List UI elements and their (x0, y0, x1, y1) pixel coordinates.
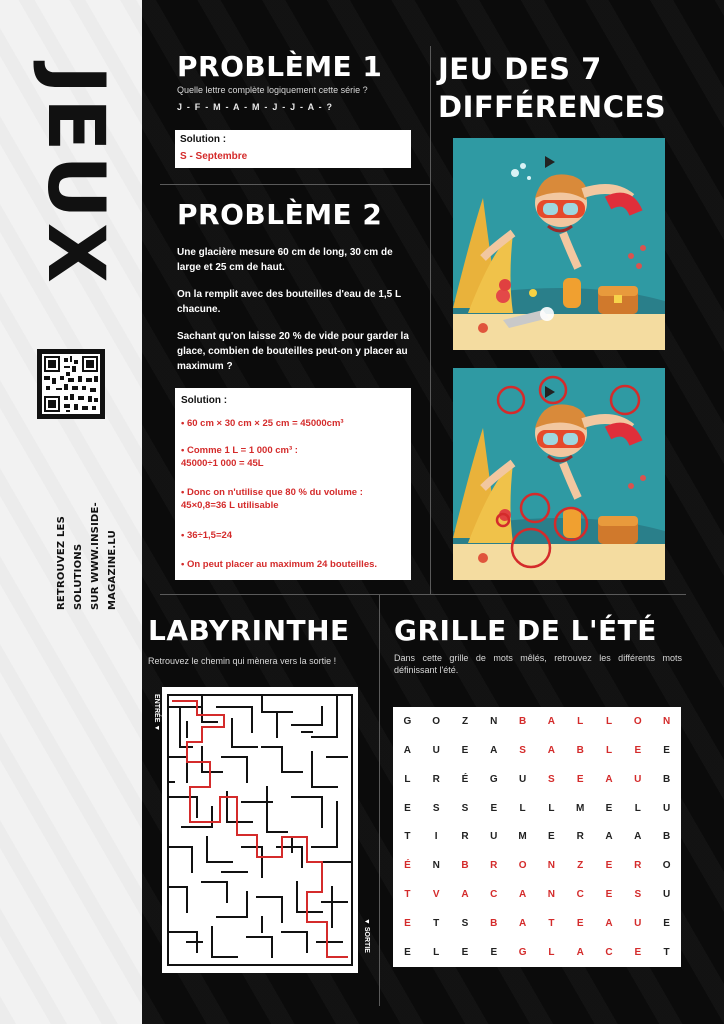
grid-cell[interactable]: N (490, 715, 498, 727)
grid-cell[interactable]: U (432, 744, 440, 756)
problem1-question: Quelle lettre complète logiquement cette série ? (177, 85, 368, 95)
grid-cell[interactable]: Z (461, 715, 469, 727)
differences-image-modified (453, 368, 665, 580)
divider-problem (160, 184, 430, 185)
qr-code-graphic (42, 354, 100, 414)
grid-cell[interactable]: A (547, 715, 555, 727)
grid-cell[interactable]: E (576, 773, 584, 785)
solutions-note (53, 460, 118, 610)
problem2-title: PROBLÈME 2 (177, 198, 383, 231)
grid-cell[interactable]: U (490, 831, 498, 843)
grid-cell[interactable]: O (633, 715, 642, 727)
grid-cell[interactable]: T (663, 947, 670, 959)
grid-cell[interactable]: B (576, 744, 584, 756)
maze-exit-text: ▼ SORTIE (363, 918, 370, 953)
grid-cell[interactable]: E (634, 947, 642, 959)
grid-cell[interactable]: L (404, 773, 411, 785)
qr-code-icon[interactable] (37, 349, 105, 419)
maze-exit-label (358, 918, 370, 964)
maze-graphic (162, 687, 358, 973)
problem1-solution-text: S - Septembre (180, 151, 248, 162)
grid-cell[interactable]: L (548, 947, 555, 959)
maze[interactable] (162, 687, 358, 973)
word-search-grid[interactable] (393, 707, 681, 967)
solutions-note-text (53, 460, 121, 610)
grid-cell[interactable]: E (490, 802, 498, 814)
grid-cell[interactable]: A (403, 744, 412, 756)
problem2-paragraph-1: Une glacière mesure 60 cm de long, 30 cm de large et 25 cm de haut. (177, 247, 393, 273)
grid-cell[interactable]: A (518, 889, 527, 901)
diver-scene-original (453, 138, 665, 350)
grid-cell[interactable]: U (518, 773, 527, 785)
grid-cell[interactable]: E (605, 889, 613, 901)
grid-cell[interactable]: L (605, 744, 613, 756)
grid-cell[interactable]: L (577, 715, 584, 727)
problem2-solution-box (175, 388, 411, 580)
grid-cell[interactable]: S (548, 773, 555, 785)
grid-cell[interactable]: V (432, 889, 440, 901)
differences-title-line-2: DIFFÉRENCES (438, 90, 667, 124)
problem2-solution-step-3: • Donc on n'utilise que 80 % du volume : (181, 487, 363, 498)
grid-cell[interactable]: A (547, 744, 555, 756)
grid-cell[interactable]: G (489, 773, 498, 785)
grid-cell[interactable]: E (605, 860, 613, 872)
grid-cell[interactable]: E (461, 947, 469, 959)
divider-vertical-bottom (379, 594, 380, 1006)
grid-cell[interactable]: É (461, 773, 469, 785)
problem1-title: PROBLÈME 1 (177, 50, 383, 83)
maze-entrance-label (148, 694, 160, 740)
labyrinthe-subtitle: Retrouvez le chemin qui mènera vers la sortie ! (148, 656, 337, 666)
grid-cell[interactable]: L (519, 802, 526, 814)
grid-cell[interactable]: M (576, 802, 585, 814)
solutions-link[interactable]: SUR WWW.INSIDE-MAGAZINE.LU (90, 502, 118, 610)
grid-cell[interactable]: L (433, 947, 440, 959)
grid-cell[interactable]: E (548, 831, 555, 843)
grid-cell[interactable]: S (461, 802, 469, 814)
differences-title-line-1: JEU DES 7 (438, 52, 602, 86)
grid-cell[interactable]: N (662, 715, 671, 727)
sidebar-title-wrap (30, 40, 120, 312)
grid-cell[interactable]: R (461, 831, 469, 843)
problem2-statement (177, 245, 409, 386)
problem2-paragraph-2: On la remplit avec des bouteilles d'eau de 1,5 L chacune. (177, 289, 401, 315)
problem2-solution-step-4: • 36÷1,5=24 (181, 530, 233, 541)
grid-cell[interactable]: E (404, 918, 411, 930)
grid-cell[interactable]: U (634, 773, 642, 785)
solutions-line-1: RETROUVEZ LES SOLUTIONS (56, 516, 84, 610)
grid-cell[interactable]: B (490, 918, 498, 930)
grille-title: GRILLE DE L'ÉTÉ (394, 614, 657, 647)
grid-cell[interactable]: C (576, 889, 584, 901)
grid-cell[interactable]: G (518, 947, 527, 959)
grid-cell[interactable]: L (548, 802, 555, 814)
problem2-solution-step-2b: 45000÷1 000 = 45L (181, 458, 264, 469)
differences-title (438, 50, 666, 126)
grid-cell[interactable]: I (434, 831, 438, 843)
sidebar (0, 0, 142, 1024)
grid-cell[interactable]: G (403, 715, 412, 727)
grid-cell[interactable]: S (461, 918, 469, 930)
problem2-solution-label: Solution : (181, 395, 228, 406)
grid-cell[interactable]: B (662, 831, 671, 843)
grid-cell[interactable]: O (662, 860, 671, 872)
grid-cell[interactable]: S (634, 889, 642, 901)
grid-cell[interactable]: U (662, 802, 671, 814)
grid-cell[interactable]: B (662, 773, 671, 785)
divider-horizontal (160, 594, 686, 595)
grid-cell[interactable]: A (490, 744, 498, 756)
grid-cell[interactable]: E (634, 744, 642, 756)
grid-cell[interactable]: A (605, 831, 613, 843)
diver-scene-modified (453, 368, 665, 580)
grid-cell[interactable]: L (634, 802, 641, 814)
grid-cell[interactable]: N (547, 860, 555, 872)
grid-cell[interactable]: A (518, 918, 527, 930)
grid-cell[interactable]: B (461, 860, 469, 872)
sidebar-title: JEUX (30, 65, 120, 287)
grid-cell[interactable]: A (605, 773, 613, 785)
grid-cell[interactable]: T (433, 918, 440, 930)
maze-entrance-text: ENTRÉE ▼ (153, 694, 160, 732)
grid-cell[interactable]: A (605, 918, 613, 930)
grid-cell[interactable]: A (634, 831, 642, 843)
grid-cell[interactable]: C (605, 947, 613, 959)
labyrinthe-title: LABYRINTHE (148, 614, 350, 647)
grid-cell[interactable]: C (490, 889, 498, 901)
grid-cell[interactable]: M (518, 831, 527, 843)
grid-cell[interactable]: B (518, 715, 527, 727)
problem2-solution-step-3b: 45×0,8=36 L utilisable (181, 500, 279, 511)
problem1-solution-box (175, 130, 411, 168)
grid-cell[interactable]: A (576, 947, 584, 959)
grille-intro: Dans cette grille de mots mêlés, retrouvez les différents mots définissant l'été. (394, 653, 682, 675)
grid-cell[interactable]: E (461, 744, 469, 756)
grid-cell[interactable]: R (634, 860, 642, 872)
grid-cell[interactable]: N (547, 889, 555, 901)
grid-cell[interactable]: R (490, 860, 498, 872)
grid-cell[interactable]: E (576, 918, 584, 930)
grid-cell[interactable]: E (663, 918, 670, 930)
grid-cell[interactable]: E (663, 744, 670, 756)
grid-cell[interactable]: R (432, 773, 440, 785)
differences-image-original (453, 138, 665, 350)
grid-cell[interactable]: O (518, 860, 527, 872)
grid-cell[interactable]: R (576, 831, 584, 843)
grid-cell[interactable]: E (605, 802, 613, 814)
grid-cell[interactable]: L (605, 715, 613, 727)
grid-cell[interactable]: N (432, 860, 440, 872)
problem2-paragraph-3: Sachant qu'on laisse 20 % de vide pour garder la glace, combien de bouteilles peut-on y placer au maximum ? (177, 331, 409, 372)
grid-cell[interactable]: T (404, 831, 411, 843)
grid-cell[interactable]: A (461, 889, 469, 901)
problem2-solution-step-5: • On peut placer au maximum 24 bouteilles. (181, 559, 378, 570)
divider-vertical-top (430, 46, 431, 594)
grid-cell[interactable]: Z (577, 860, 584, 872)
problem1-series: J - F - M - A - M - J - J - A - ? (177, 102, 334, 112)
grid-cell[interactable]: E (404, 947, 411, 959)
grid-cell[interactable]: S (519, 744, 526, 756)
grid-cell[interactable]: E (404, 802, 411, 814)
problem1-solution-label: Solution : (180, 134, 227, 145)
grid-cell[interactable]: U (634, 918, 642, 930)
problem2-solution-step-1: • 60 cm × 30 cm × 25 cm = 45000cm³ (181, 418, 344, 429)
problem2-solution-step-2: • Comme 1 L = 1 000 cm³ : (181, 445, 298, 456)
grid-cell[interactable]: T (404, 889, 411, 901)
grid-cell[interactable]: S (432, 802, 440, 814)
grid-cell[interactable]: T (548, 918, 555, 930)
grid-cell[interactable]: E (490, 947, 498, 959)
grid-cell[interactable]: U (662, 889, 671, 901)
grid-cell[interactable]: O (432, 715, 441, 727)
grid-cell[interactable]: É (404, 860, 411, 872)
